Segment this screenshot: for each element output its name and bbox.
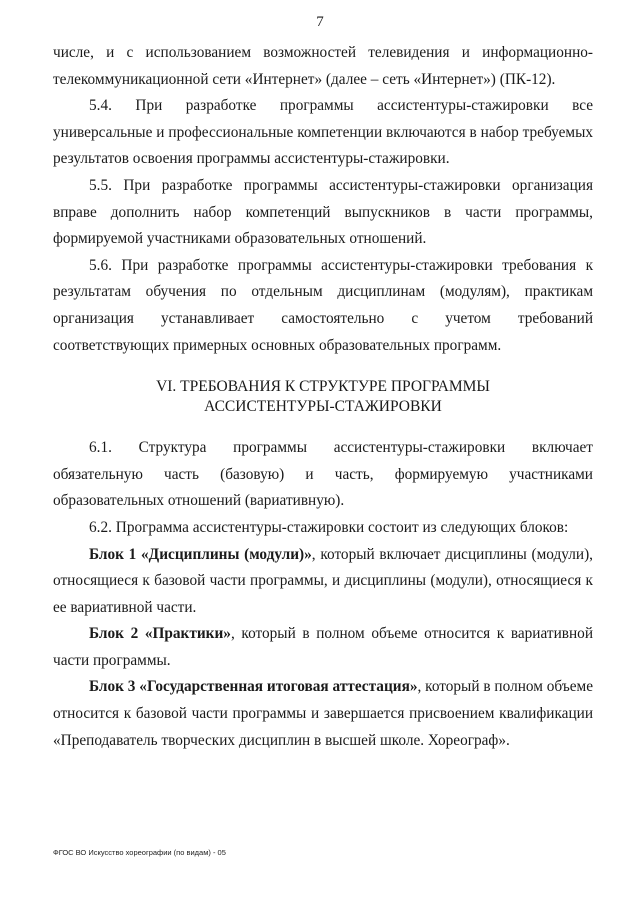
block-1-text: , который включает дисциплины (модули), относящиеся к базовой части программы, и дисциплины (модули), относящиеся к ее вариативной части. xyxy=(53,545,594,616)
block-3-paragraph xyxy=(53,674,593,754)
paragraph-5-4: 5.4. При разработке программы ассистентуры-стажировки все универсальные и профессиональные компетенции включаются в набор требуемых результатов освоения программы ассистентуры-стажировки. xyxy=(53,97,593,168)
section-heading-line-2: АССИСТЕНТУРЫ-СТАЖИРОВКИ xyxy=(204,398,442,416)
block-1-paragraph xyxy=(53,542,593,622)
paragraph-continuation: числе, и с использованием возможностей телевидения и информационно-телекоммуникационной сети «Интернет» (далее – сеть «Интернет») (ПК-12). xyxy=(53,44,593,88)
block-2-text: , который в полном объеме относится к вариативной части программы. xyxy=(53,625,593,669)
block-1-title: Блок 1 «Дисциплины (модули)» xyxy=(89,545,312,563)
section-heading xyxy=(53,377,593,417)
page-number: 7 xyxy=(316,14,324,30)
paragraph-5-6: 5.6. При разработке программы ассистентуры-стажировки требования к результатам обучения по отдельным дисциплинам (модулям), практикам организация устанавливает самостоятельно с учетом требований соответствующих примерных основных образовательных программ. xyxy=(53,256,593,354)
paragraph-6-2: 6.2. Программа ассистентуры-стажировки состоит из следующих блоков: xyxy=(89,518,569,536)
section-heading-line-1: VI. ТРЕБОВАНИЯ К СТРУКТУРЕ ПРОГРАММЫ xyxy=(156,378,490,396)
block-2-title: Блок 2 «Практики» xyxy=(89,625,231,643)
document-body xyxy=(53,40,593,754)
block-3-text: , который в полном объеме относится к базовой части программы и завершается присвоением квалификации «Преподаватель творческих дисциплин в высшей школе. Хореограф». xyxy=(53,678,593,749)
block-2-paragraph xyxy=(53,621,593,674)
footer-text: ФГОС ВО Искусство хореографии (по видам) - 05 xyxy=(53,848,226,857)
paragraph-6-1: 6.1. Структура программы ассистентуры-стажировки включает обязательную часть (базовую) и часть, формируемую участниками образовательных отношений (вариативную). xyxy=(53,439,593,510)
block-3-title: Блок 3 «Государственная итоговая аттестация» xyxy=(89,678,418,696)
paragraph-5-5: 5.5. При разработке программы ассистентуры-стажировки организация вправе дополнить набор компетенций выпускников в части программы, формируемой участниками образовательных отношений. xyxy=(53,176,593,248)
